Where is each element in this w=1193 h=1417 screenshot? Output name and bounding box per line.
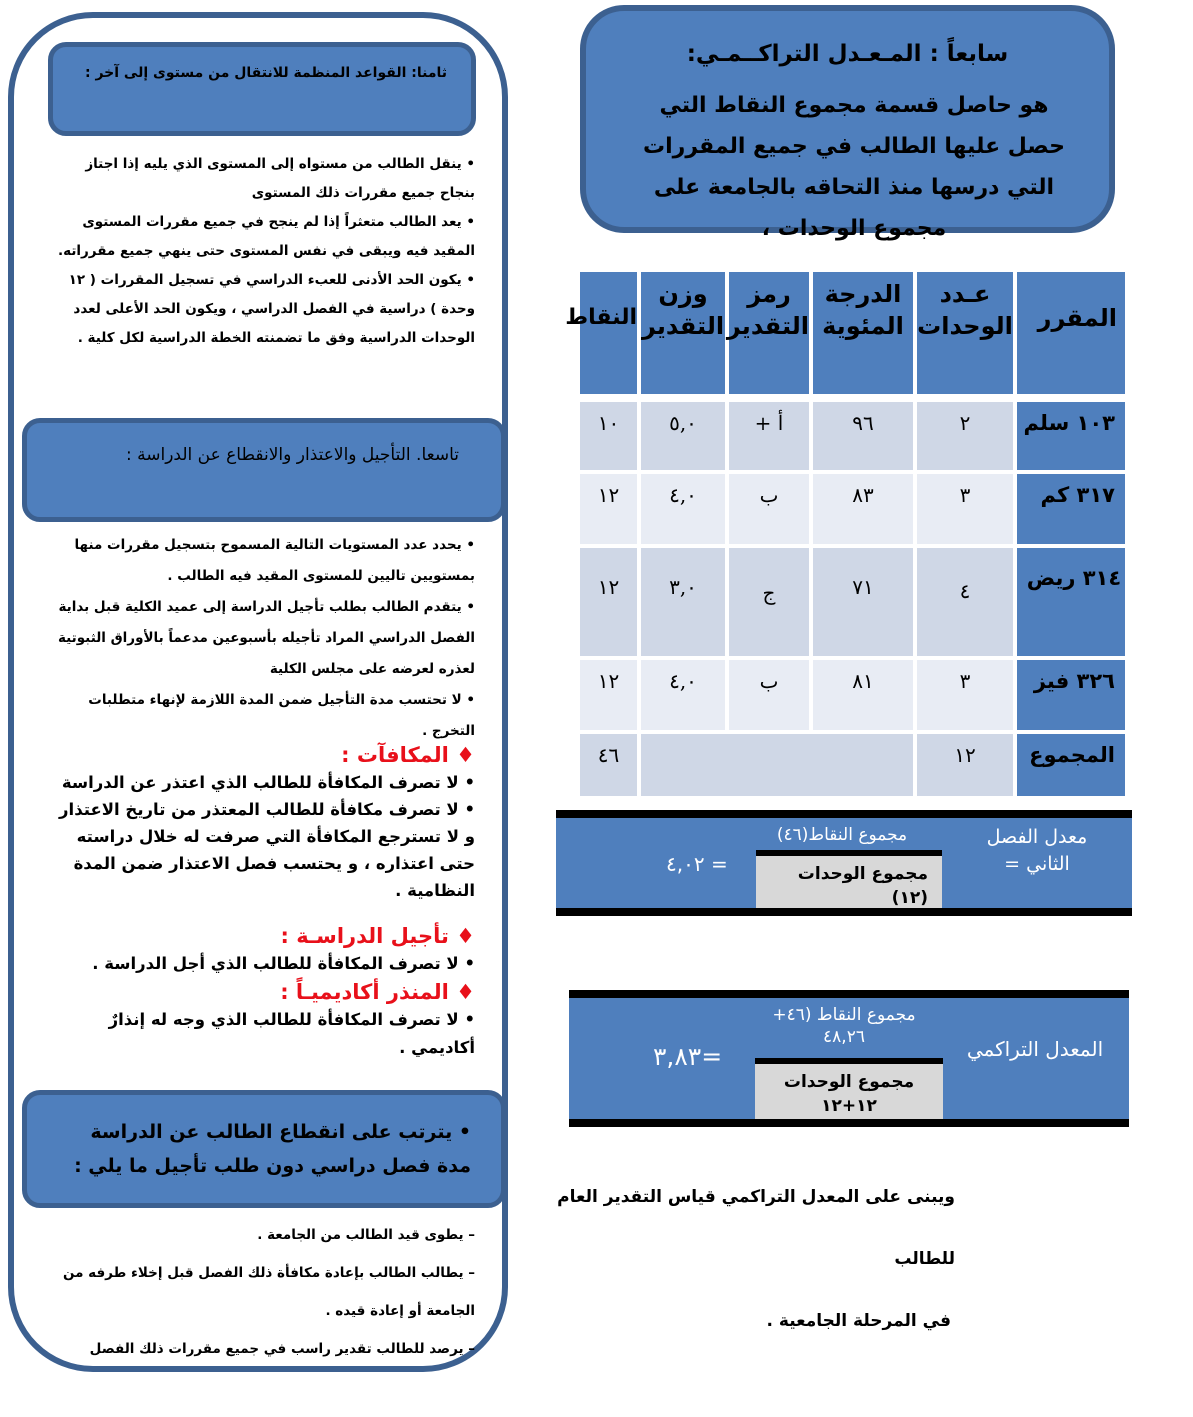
cumulative-gpa-label: المعدل التراكمي: [966, 1037, 1104, 1061]
units-cell: ٣: [917, 474, 1013, 544]
section-nine-header: [22, 418, 506, 522]
section-nine-rules: [55, 530, 475, 747]
postponement-heading: ♦ تأجيل الدراسـة :: [280, 924, 475, 948]
header-course: المقرر: [1017, 272, 1125, 394]
semester-gpa-formula: [556, 810, 1132, 916]
cumulative-gpa-denominator: مجموع الوحدات ١٢+١٢: [755, 1058, 943, 1119]
header-points: النقاط: [580, 272, 637, 394]
weight-cell: ٤,٠: [641, 660, 725, 730]
interruption-consequences: [55, 1216, 475, 1368]
total-points-cell: ٤٦: [580, 734, 637, 796]
warned-heading: ♦ المنذر أكاديميـاً :: [280, 980, 475, 1004]
weight-cell: ٣,٠: [641, 548, 725, 656]
semester-gpa-label: معدل الفصل الثاني =: [986, 826, 1088, 875]
weight-cell: ٤,٠: [641, 474, 725, 544]
closing-note: [525, 1166, 955, 1352]
course-cell: ٣١٤ ريض: [1017, 548, 1125, 656]
semester-gpa-numerator: مجموع النقاط(٤٦): [776, 825, 908, 845]
total-label-cell: المجموع: [1017, 734, 1125, 796]
consequence-item: – يرصد للطالب تقدير راسب في جميع مقررات ذلك الفصل: [89, 1341, 475, 1357]
gpa-definition-title: سابعاً : المـعـدل التراكــمـي:: [686, 41, 1009, 67]
points-cell: ١٢: [580, 548, 637, 656]
header-grade-symbol: رمز التقدير: [729, 272, 809, 394]
interruption-title: • يترتب على انقطاع الطالب عن الدراسة مدة فصل دراسي دون طلب تأجيل ما يلي :: [74, 1121, 471, 1177]
units-cell: ٤: [917, 548, 1013, 656]
percent-cell: ٩٦: [813, 402, 913, 470]
grade-cell: ب: [729, 474, 809, 544]
course-cell: ٣٢٦ فيز: [1017, 660, 1125, 730]
semester-gpa-denominator: مجموع الوحدات (١٢): [756, 850, 942, 908]
rule-item: • يكون الحد الأدنى للعبء الدراسي في تسجيل المقررات ( ١٢ وحدة ) دراسية في الفصل الدراسي ، ويكون الحد الأعلى لعدد الوحدات الدراسية وفق ما تضمنته الخطة الدراسية لكل كلية .: [68, 272, 475, 346]
gpa-definition-box: [580, 5, 1115, 241]
rewards-section: [55, 742, 475, 904]
postponement-item: • لا تصرف المكافأة للطالب الذي أجل الدراسة .: [92, 954, 475, 973]
weight-cell: ٥,٠: [641, 402, 725, 470]
rule-item: • ينقل الطالب من مستواه إلى المستوى الذي يليه إذا اجتاز بنجاح جميع مقررات ذلك المستوى: [85, 156, 475, 201]
grade-cell: ب: [729, 660, 809, 730]
semester-gpa-result: = ٤,٠٢: [666, 852, 728, 876]
rule-item: • لا تحتسب مدة التأجيل ضمن المدة اللازمة لإنهاء متطلبات التخرج .: [88, 692, 475, 739]
postponement-section: [55, 922, 475, 1062]
section-eight-header: [48, 42, 476, 136]
interruption-header: [22, 1090, 506, 1208]
grade-table: [565, 272, 1125, 796]
closing-line-2: في المرحلة الجامعية .: [766, 1311, 951, 1331]
percent-cell: ٨١: [813, 660, 913, 730]
cumulative-gpa-numerator: مجموع النقاط (٤٦+ ٤٨,٢٦: [772, 1005, 916, 1047]
header-percent: الدرجة المئوية: [813, 272, 913, 394]
closing-line-1: ويبنى على المعدل التراكمي قياس التقدير العام للطالب: [557, 1187, 955, 1269]
header-units: عـدد الوحدات: [917, 272, 1013, 394]
grade-cell: أ +: [729, 402, 809, 470]
warned-item: • لا تصرف المكافأة للطالب الذي وجه له إنذارٌ أكاديمي .: [108, 1010, 475, 1057]
units-cell: ٢: [917, 402, 1013, 470]
cumulative-gpa-formula: [569, 990, 1129, 1127]
header-grade-weight: وزن التقدير: [641, 272, 725, 394]
percent-cell: ٨٣: [813, 474, 913, 544]
cumulative-gpa-result: =٣,٨٣: [653, 1042, 723, 1071]
grade-cell: ج: [729, 548, 809, 656]
rewards-item: • لا تصرف المكافأة للطالب الذي اعتذر عن الدراسة: [61, 773, 475, 792]
section-eight-rules: [55, 150, 475, 353]
percent-cell: ٧١: [813, 548, 913, 656]
rewards-heading: ♦ المكافآت :: [341, 743, 475, 767]
course-cell: ١٠٣ سلم: [1017, 402, 1125, 470]
rewards-item: • لا تصرف مكافأة للطالب المعتذر من تاريخ الاعتذار و لا تسترجع المكافأة التي صرفت له خلال دراسته حتى اعتذاره ، و يحتسب فصل الاعتذار ضمن المدة النظامية .: [59, 800, 475, 900]
section-eight-title: ثامنا: القواعد المنظمة للانتقال من مستوى إلى آخر :: [84, 65, 447, 81]
rule-item: • يحدد عدد المستويات التالية المسموح بتسجيل مقررات منها بمستويين تاليين للمستوى المقيد فيه الطالب .: [74, 537, 475, 584]
section-nine-title: تاسعا. التأجيل والاعتذار والانقطاع عن الدراسة :: [125, 445, 459, 465]
rule-item: • يتقدم الطالب بطلب تأجيل الدراسة إلى عميد الكلية قبل بداية الفصل الدراسي المراد تأجيله بأسبوعين مدعماً بالأوراق الثبوتية لعذره لعرضه على مجلس الكلية: [57, 599, 475, 677]
rule-item: • يعد الطالب متعثراً إذا لم ينجح في جميع مقررات المستوى المقيد فيه ويبقى في نفس المستوى حتى ينهي جميع مقرراته.: [58, 214, 475, 259]
points-cell: ١٢: [580, 660, 637, 730]
total-units-cell: ١٢: [917, 734, 1013, 796]
gpa-definition-body: هو حاصل قسمة مجموع النقاط التي حصل عليها الطالب في جميع المقررات التي درسها منذ التحاقه بالجامعة على مجموع الوحدات ،: [643, 93, 1065, 241]
points-cell: ١٠: [580, 402, 637, 470]
consequence-item: – يطوى قيد الطالب من الجامعة .: [257, 1227, 475, 1243]
units-cell: ٣: [917, 660, 1013, 730]
course-cell: ٣١٧ كم: [1017, 474, 1125, 544]
points-cell: ١٢: [580, 474, 637, 544]
consequence-item: – يطالب الطالب بإعادة مكافأة ذلك الفصل قبل إخلاء طرفه من الجامعة أو إعادة قيده .: [62, 1265, 475, 1319]
total-empty-cell: [641, 734, 913, 796]
